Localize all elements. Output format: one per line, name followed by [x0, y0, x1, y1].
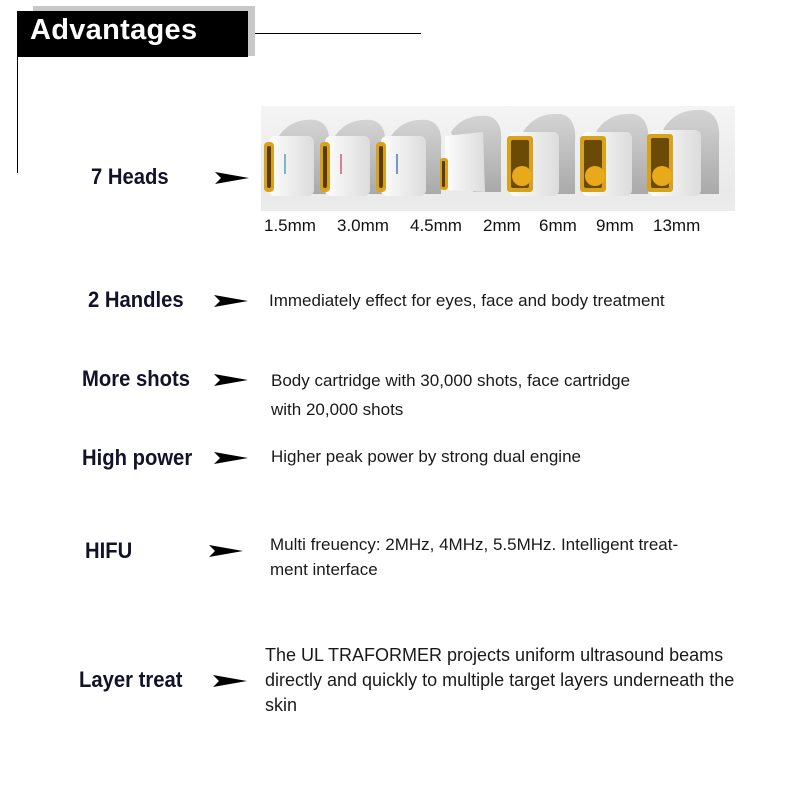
description-line: skin — [265, 695, 298, 715]
description-line: Immediately effect for eyes, face and body treatment — [269, 291, 665, 310]
head-size-label: 2mm — [483, 216, 521, 235]
feature-label-high-power: High power — [82, 445, 193, 470]
description-line: Higher peak power by strong dual engine — [271, 447, 581, 466]
feature-label-layer-treat: Layer treat — [79, 667, 183, 692]
head-size-label: 9mm — [596, 216, 634, 235]
arrow-right-icon — [215, 172, 249, 184]
header-rule — [255, 33, 421, 34]
arrow-right-icon — [213, 675, 247, 687]
description-line: directly and quickly to multiple target layers underneath the — [265, 670, 735, 690]
feature-description — [270, 532, 678, 582]
head-size-label: 13mm — [653, 216, 701, 235]
heads-image — [261, 106, 735, 211]
head-size-label: 3.0mm — [337, 216, 389, 235]
arrow-right-icon — [214, 452, 248, 464]
page-title: Advantages — [30, 14, 198, 46]
description-line: ment interface — [270, 560, 378, 579]
description-line: The UL TRAFORMER projects uniform ultrasound beams — [265, 645, 724, 665]
head-size-label: 1.5mm — [264, 216, 316, 235]
feature-label-2-handles: 2 Handles — [88, 287, 184, 312]
left-rule — [17, 57, 18, 173]
feature-description — [271, 366, 630, 424]
feature-label-more-shots: More shots — [82, 366, 190, 391]
arrow-right-icon — [214, 295, 248, 307]
feature-label-hifu: HIFU — [85, 538, 133, 563]
feature-description — [269, 288, 665, 313]
feature-description — [265, 643, 734, 718]
head-size-label: 6mm — [539, 216, 577, 235]
description-line: with 20,000 shots — [271, 400, 404, 419]
cartridge-heads-illustration — [261, 106, 735, 211]
description-line: Body cartridge with 30,000 shots, face cartridge — [271, 371, 631, 390]
arrow-right-icon — [214, 374, 248, 386]
arrow-right-icon — [209, 545, 243, 557]
feature-label-7-heads: 7 Heads — [91, 164, 169, 189]
feature-description — [271, 444, 581, 469]
description-line: Multi freuency: 2MHz, 4MHz, 5.5MHz. Intelligent treat- — [270, 535, 679, 554]
head-size-label: 4.5mm — [410, 216, 462, 235]
